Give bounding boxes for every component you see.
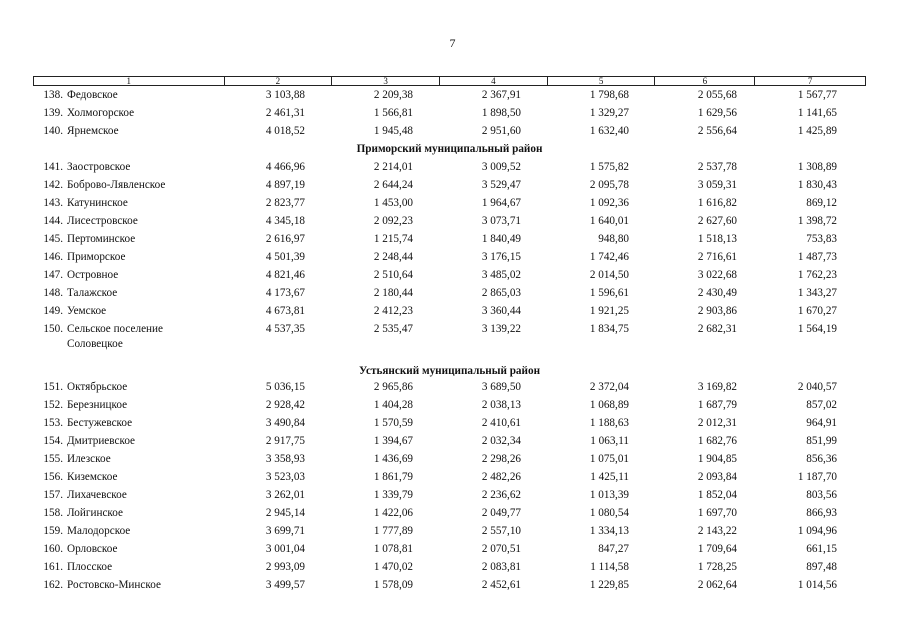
value-col-5: 1 596,61 — [589, 287, 629, 299]
value-col-4: 2 236,62 — [481, 489, 521, 501]
value-col-2: 3 499,57 — [265, 579, 305, 591]
table-row — [33, 122, 866, 140]
row-number: 161. — [43, 561, 63, 573]
value-col-3: 1 861,79 — [373, 471, 413, 483]
row-number: 155. — [43, 453, 63, 465]
table-row — [33, 522, 866, 540]
table-row — [33, 468, 866, 486]
row-number: 139. — [43, 107, 63, 119]
value-col-6: 1 904,85 — [697, 453, 737, 465]
value-col-5: 1 425,11 — [590, 471, 629, 483]
row-number: 153. — [43, 417, 63, 429]
settlement-name: Октябрьское — [67, 381, 128, 393]
header-col-1: 1 — [34, 77, 225, 85]
value-col-7: 1 762,23 — [797, 269, 837, 281]
value-col-3: 1 453,00 — [373, 197, 413, 209]
value-col-2: 4 501,39 — [265, 251, 305, 263]
value-col-2: 2 616,97 — [265, 233, 305, 245]
settlement-name: Березницкое — [67, 399, 128, 411]
settlement-name: Приморское — [67, 251, 126, 263]
table-row — [33, 212, 866, 230]
value-col-6: 3 022,68 — [697, 269, 737, 281]
value-col-5: 1 798,68 — [589, 89, 629, 101]
value-col-2: 2 928,42 — [265, 399, 305, 411]
value-col-3: 1 339,79 — [373, 489, 413, 501]
row-number: 160. — [43, 543, 63, 555]
value-col-4: 3 009,52 — [481, 161, 521, 173]
value-col-2: 3 699,71 — [265, 525, 305, 537]
settlement-name: Боброво-Лявленское — [67, 179, 166, 191]
value-col-4: 2 032,34 — [481, 435, 521, 447]
table-header-row — [33, 76, 866, 86]
value-col-6: 2 143,22 — [697, 525, 737, 537]
value-col-4: 2 452,61 — [481, 579, 521, 591]
value-col-4: 1 898,50 — [481, 107, 521, 119]
value-col-2: 2 917,75 — [265, 435, 305, 447]
value-col-7: 1 014,56 — [797, 579, 837, 591]
table-row — [33, 266, 866, 284]
table-row — [33, 302, 866, 320]
value-col-6: 1 629,56 — [697, 107, 737, 119]
value-col-4: 1 840,49 — [481, 233, 521, 245]
value-col-2: 4 673,81 — [265, 305, 305, 317]
value-col-5: 1 063,11 — [590, 435, 629, 447]
value-col-7: 1 187,70 — [797, 471, 837, 483]
value-col-2: 4 537,35 — [265, 323, 305, 335]
value-col-6: 1 728,25 — [697, 561, 737, 573]
value-col-5: 1 640,01 — [589, 215, 629, 227]
value-col-4: 2 482,26 — [481, 471, 521, 483]
table-row — [33, 432, 866, 450]
value-col-5: 1 632,40 — [589, 125, 629, 137]
settlement-name: Холмогорское — [67, 107, 135, 119]
value-col-6: 1 852,04 — [697, 489, 737, 501]
section-heading-row — [33, 356, 866, 378]
settlement-name: Киземское — [67, 471, 118, 483]
value-col-4: 3 139,22 — [481, 323, 521, 335]
value-col-6: 2 556,64 — [697, 125, 737, 137]
value-col-6: 1 697,70 — [697, 507, 737, 519]
value-col-5: 1 742,46 — [589, 251, 629, 263]
value-col-3: 2 965,86 — [373, 381, 413, 393]
value-col-7: 1 094,96 — [797, 525, 837, 537]
value-col-7: 1 487,73 — [797, 251, 837, 263]
value-col-5: 2 014,50 — [589, 269, 629, 281]
table-row — [33, 450, 866, 468]
value-col-3: 2 644,24 — [373, 179, 413, 191]
value-col-3: 1 566,81 — [373, 107, 413, 119]
value-col-5: 1 075,01 — [589, 453, 629, 465]
value-col-6: 2 716,61 — [697, 251, 737, 263]
row-number: 145. — [43, 233, 63, 245]
section-title: Приморский муниципальный район — [356, 143, 543, 155]
table-row — [33, 558, 866, 576]
row-number: 159. — [43, 525, 63, 537]
table-row — [33, 540, 866, 558]
value-col-3: 1 570,59 — [373, 417, 413, 429]
value-col-2: 3 523,03 — [265, 471, 305, 483]
value-col-4: 3 360,44 — [481, 305, 521, 317]
value-col-4: 3 485,02 — [481, 269, 521, 281]
value-col-6: 2 012,31 — [697, 417, 737, 429]
settlement-name: Ярнемское — [67, 125, 119, 137]
value-col-2: 4 821,46 — [265, 269, 305, 281]
value-col-5: 1 114,58 — [590, 561, 629, 573]
table-row — [33, 320, 866, 356]
value-col-5: 1 188,63 — [589, 417, 629, 429]
value-col-3: 2 412,23 — [373, 305, 413, 317]
section-heading-row — [33, 140, 866, 158]
value-col-7: 851,99 — [806, 435, 837, 447]
value-col-6: 2 062,64 — [697, 579, 737, 591]
value-col-4: 2 070,51 — [481, 543, 521, 555]
value-col-7: 897,48 — [806, 561, 837, 573]
value-col-7: 661,15 — [806, 543, 837, 555]
header-col-2: 2 — [225, 77, 333, 85]
value-col-6: 1 616,82 — [697, 197, 737, 209]
value-col-2: 4 018,52 — [265, 125, 305, 137]
value-col-6: 2 903,86 — [697, 305, 737, 317]
value-col-7: 1 425,89 — [797, 125, 837, 137]
value-col-4: 2 557,10 — [481, 525, 521, 537]
value-col-5: 948,80 — [598, 233, 629, 245]
settlement-name: Федовское — [67, 89, 118, 101]
page-number: 7 — [449, 36, 456, 50]
value-col-4: 2 049,77 — [481, 507, 521, 519]
row-number: 151. — [43, 381, 63, 393]
value-col-2: 3 103,88 — [265, 89, 305, 101]
section-title: Устьянский муниципальный район — [358, 365, 541, 377]
settlement-name: Лихачевское — [67, 489, 127, 501]
table-row — [33, 576, 866, 594]
table-row — [33, 158, 866, 176]
table-row — [33, 396, 866, 414]
value-col-7: 1 308,89 — [797, 161, 837, 173]
value-col-4: 3 073,71 — [481, 215, 521, 227]
value-col-4: 3 529,47 — [481, 179, 521, 191]
value-col-5: 1 329,27 — [589, 107, 629, 119]
value-col-6: 1 709,64 — [697, 543, 737, 555]
settlement-name: Талажское — [67, 287, 118, 299]
settlement-name: Дмитриевское — [67, 435, 136, 447]
header-col-5: 5 — [548, 77, 656, 85]
value-col-4: 2 410,61 — [481, 417, 521, 429]
value-col-2: 2 945,14 — [265, 507, 305, 519]
row-number: 154. — [43, 435, 63, 447]
value-col-3: 1 215,74 — [373, 233, 413, 245]
value-col-5: 1 575,82 — [589, 161, 629, 173]
value-col-5: 1 068,89 — [589, 399, 629, 411]
row-number: 156. — [43, 471, 63, 483]
value-col-6: 1 518,13 — [697, 233, 737, 245]
settlement-name: Илезское — [67, 453, 111, 465]
settlement-name: Лисестровское — [67, 215, 138, 227]
value-col-4: 2 951,60 — [481, 125, 521, 137]
value-col-4: 2 038,13 — [481, 399, 521, 411]
value-col-2: 3 262,01 — [265, 489, 305, 501]
value-col-2: 4 345,18 — [265, 215, 305, 227]
settlement-name: Малодорское — [67, 525, 131, 537]
value-col-3: 1 404,28 — [373, 399, 413, 411]
row-number: 157. — [43, 489, 63, 501]
table-body — [33, 86, 866, 594]
value-col-3: 2 092,23 — [373, 215, 413, 227]
value-col-3: 2 535,47 — [373, 323, 413, 335]
table-row — [33, 86, 866, 104]
value-col-2: 3 358,93 — [265, 453, 305, 465]
row-number: 142. — [43, 179, 63, 191]
value-col-7: 866,93 — [806, 507, 837, 519]
value-col-4: 1 964,67 — [481, 197, 521, 209]
value-col-3: 1 470,02 — [373, 561, 413, 573]
value-col-7: 869,12 — [806, 197, 837, 209]
value-col-3: 2 248,44 — [373, 251, 413, 263]
value-col-6: 2 682,31 — [697, 323, 737, 335]
value-col-7: 1 343,27 — [797, 287, 837, 299]
value-col-7: 1 670,27 — [797, 305, 837, 317]
value-col-5: 1 092,36 — [589, 197, 629, 209]
value-col-3: 2 209,38 — [373, 89, 413, 101]
value-col-3: 1 394,67 — [373, 435, 413, 447]
value-col-3: 1 578,09 — [373, 579, 413, 591]
row-number: 143. — [43, 197, 63, 209]
value-col-6: 1 682,76 — [697, 435, 737, 447]
row-number: 162. — [43, 579, 63, 591]
row-number: 147. — [43, 269, 63, 281]
row-number: 141. — [43, 161, 63, 173]
settlement-name: Уемское — [67, 305, 107, 317]
value-col-6: 3 059,31 — [697, 179, 737, 191]
row-number: 138. — [43, 89, 63, 101]
value-col-7: 753,83 — [806, 233, 837, 245]
settlement-name: Сельское поселение Соловецкое — [67, 323, 163, 350]
table-row — [33, 248, 866, 266]
value-col-3: 2 214,01 — [373, 161, 413, 173]
table-row — [33, 104, 866, 122]
value-col-7: 857,02 — [806, 399, 837, 411]
value-col-5: 1 921,25 — [589, 305, 629, 317]
value-col-5: 1 834,75 — [589, 323, 629, 335]
row-number: 149. — [43, 305, 63, 317]
value-col-7: 1 567,77 — [797, 89, 837, 101]
value-col-7: 1 564,19 — [797, 323, 837, 335]
value-col-4: 3 176,15 — [481, 251, 521, 263]
value-col-2: 2 993,09 — [265, 561, 305, 573]
value-col-3: 1 945,48 — [373, 125, 413, 137]
value-col-4: 2 083,81 — [481, 561, 521, 573]
value-col-4: 2 865,03 — [481, 287, 521, 299]
value-col-6: 2 055,68 — [697, 89, 737, 101]
settlement-name: Бестужевское — [67, 417, 133, 429]
value-col-2: 2 823,77 — [265, 197, 305, 209]
value-col-6: 1 687,79 — [697, 399, 737, 411]
row-number: 148. — [43, 287, 63, 299]
value-col-3: 1 436,69 — [373, 453, 413, 465]
row-number: 146. — [43, 251, 63, 263]
value-col-3: 1 777,89 — [373, 525, 413, 537]
value-col-6: 2 537,78 — [697, 161, 737, 173]
value-col-5: 1 013,39 — [589, 489, 629, 501]
table-row — [33, 194, 866, 212]
value-col-5: 1 080,54 — [589, 507, 629, 519]
row-number: 158. — [43, 507, 63, 519]
table-row — [33, 486, 866, 504]
header-col-7: 7 — [807, 76, 813, 86]
table-row — [33, 176, 866, 194]
settlement-name: Плосское — [67, 561, 113, 573]
value-col-6: 2 093,84 — [697, 471, 737, 483]
settlement-name: Заостровское — [67, 161, 131, 173]
table-row — [33, 414, 866, 432]
value-col-7: 2 040,57 — [797, 381, 837, 393]
value-col-7: 1 141,65 — [797, 107, 837, 119]
value-col-5: 1 334,13 — [589, 525, 629, 537]
settlement-name: Островное — [67, 269, 119, 281]
value-col-2: 3 490,84 — [265, 417, 305, 429]
value-col-7: 803,56 — [806, 489, 837, 501]
value-col-5: 2 095,78 — [589, 179, 629, 191]
header-col-6: 6 — [655, 77, 755, 85]
value-col-2: 4 173,67 — [265, 287, 305, 299]
value-col-7: 1 398,72 — [797, 215, 837, 227]
value-col-2: 3 001,04 — [265, 543, 305, 555]
value-col-2: 2 461,31 — [265, 107, 305, 119]
settlement-name: Орловское — [67, 543, 118, 555]
value-col-6: 2 627,60 — [697, 215, 737, 227]
value-col-4: 3 689,50 — [481, 381, 521, 393]
table-row — [33, 284, 866, 302]
value-col-6: 3 169,82 — [697, 381, 737, 393]
header-col-4: 4 — [440, 77, 548, 85]
value-col-7: 856,36 — [806, 453, 837, 465]
value-col-4: 2 367,91 — [481, 89, 521, 101]
value-col-7: 1 830,43 — [797, 179, 837, 191]
settlement-name: Пертоминское — [67, 233, 136, 245]
value-col-7: 964,91 — [806, 417, 837, 429]
value-col-3: 2 180,44 — [373, 287, 413, 299]
value-col-5: 2 372,04 — [589, 381, 629, 393]
table-row — [33, 230, 866, 248]
value-col-5: 847,27 — [598, 543, 629, 555]
header-col-3: 3 — [332, 77, 440, 85]
table-row — [33, 504, 866, 522]
value-col-3: 1 422,06 — [373, 507, 413, 519]
row-number: 150. — [43, 323, 63, 335]
row-number: 144. — [43, 215, 63, 227]
value-col-2: 4 466,96 — [265, 161, 305, 173]
table-row — [33, 378, 866, 396]
settlement-name: Лойгинское — [67, 507, 123, 519]
value-col-4: 2 298,26 — [481, 453, 521, 465]
value-col-6: 2 430,49 — [697, 287, 737, 299]
settlement-name: Катунинское — [67, 197, 128, 209]
value-col-3: 1 078,81 — [373, 543, 413, 555]
value-col-2: 5 036,15 — [265, 381, 305, 393]
value-col-5: 1 229,85 — [589, 579, 629, 591]
row-number: 140. — [43, 125, 63, 137]
row-number: 152. — [43, 399, 63, 411]
value-col-2: 4 897,19 — [265, 179, 305, 191]
value-col-3: 2 510,64 — [373, 269, 413, 281]
settlement-name: Ростовско-Минское — [67, 579, 161, 591]
